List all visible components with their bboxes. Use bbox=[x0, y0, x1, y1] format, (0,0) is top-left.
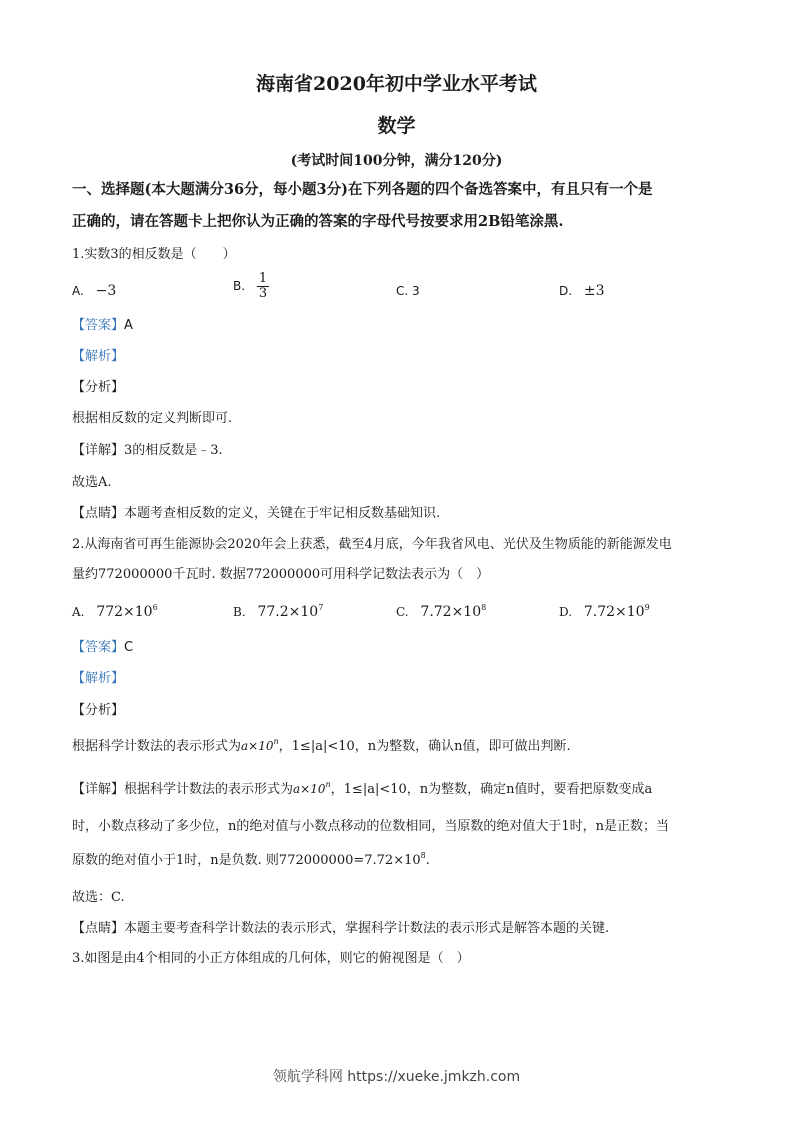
section-instructions-line2: 正确的，请在答题卡上把你认为正确的答案的字母代号按要求用2B铅笔涂黑. bbox=[72, 213, 564, 230]
q2-option-d bbox=[559, 603, 650, 621]
q1-option-b-denominator: 3 bbox=[258, 286, 268, 301]
q2-option-a bbox=[72, 603, 158, 621]
q2-detail3-rest: . bbox=[425, 853, 430, 868]
q2-comment: 【点睛】本题主要考查科学计数法的表示形式，掌握科学计数法的表示形式是解答本题的关键. bbox=[72, 921, 610, 936]
q1-option-b-numerator: 1 bbox=[258, 271, 268, 286]
q2-option-a-label: A. bbox=[72, 605, 85, 619]
q2-stem-line1: 2.从海南省可再生能源协会2020年会上获悉，截至4月底，今年我省风电、光伏及生物质能的新能源发电 bbox=[72, 537, 672, 552]
q2-detail1-math: a×10 bbox=[293, 782, 326, 796]
section-instructions-line1: 一、选择题(本大题满分36分，每小题3分)在下列各题的四个备选答案中，有且只有一个是 bbox=[72, 181, 653, 198]
q2-detail1-exponent: n bbox=[325, 780, 331, 789]
footer-watermark: 领航学科网 https://xueke.jmkzh.com bbox=[272, 1069, 521, 1085]
q1-option-a bbox=[72, 282, 116, 300]
q2-detail3-pre: 原数的绝对值小于1时，n是负数. 则 bbox=[72, 853, 279, 868]
q2-fenxi-text bbox=[72, 737, 571, 756]
q2-option-c bbox=[396, 603, 486, 621]
q1-detail: 【详解】3的相反数是﹣3. bbox=[72, 443, 223, 458]
q1-choose: 故选A. bbox=[72, 475, 112, 490]
q2-answer bbox=[72, 639, 133, 657]
q2-option-a-exponent: 6 bbox=[152, 603, 158, 612]
q1-option-b-fraction bbox=[257, 272, 269, 301]
q1-answer-tag: 【答案】 bbox=[72, 318, 125, 333]
q1-answer-value: A bbox=[124, 318, 133, 333]
q2-answer-tag: 【答案】 bbox=[72, 640, 125, 655]
q2-option-b-exponent: 7 bbox=[318, 603, 324, 612]
q1-answer bbox=[72, 317, 133, 335]
exam-title: 海南省2020年初中学业水平考试 bbox=[256, 73, 537, 95]
q1-option-c: C. 3 bbox=[396, 284, 420, 298]
q3-stem: 3.如图是由4个相同的小正方体组成的几何体，则它的俯视图是（ ） bbox=[72, 951, 470, 966]
q2-stem-line2: 量约772000000千瓦时. 数据772000000可用科学记数法表示为（ ） bbox=[72, 567, 490, 582]
q1-option-b bbox=[233, 272, 269, 301]
q2-fenxi-pre: 根据科学计数法的表示形式为 bbox=[72, 739, 242, 754]
exam-info: (考试时间100分钟，满分120分) bbox=[290, 153, 503, 169]
q2-fenxi-exponent: n bbox=[273, 737, 279, 746]
q2-detail1-pre: 【详解】根据科学计数法的表示形式为 bbox=[72, 782, 294, 797]
q1-comment: 【点睛】本题考查相反数的定义，关键在于牢记相反数基础知识. bbox=[72, 506, 441, 521]
q2-option-b-label: B. bbox=[233, 605, 246, 619]
q2-detail3-math: 772000000=7.72×10 bbox=[278, 853, 421, 868]
q1-stem: 1.实数3的相反数是（ ） bbox=[72, 247, 236, 262]
q1-fenxi-tag: 【分析】 bbox=[72, 380, 125, 395]
q2-option-d-label: D. bbox=[559, 605, 573, 619]
q2-detail3-exponent: 8 bbox=[420, 851, 426, 860]
q2-jiexi-tag: 【解析】 bbox=[72, 671, 125, 686]
q1-fenxi-text: 根据相反数的定义判断即可. bbox=[72, 411, 233, 426]
q2-detail-line3 bbox=[72, 852, 430, 870]
subject-title: 数学 bbox=[377, 115, 416, 137]
q1-jiexi-tag: 【解析】 bbox=[72, 349, 125, 364]
q2-option-b-base: 77.2×10 bbox=[257, 604, 319, 620]
q2-answer-value: C bbox=[124, 640, 134, 655]
q2-detail-line1 bbox=[72, 780, 652, 799]
q1-option-d-label: D. bbox=[559, 284, 573, 298]
q1-option-a-value: −3 bbox=[95, 283, 117, 299]
q2-option-c-label: C. bbox=[396, 605, 409, 619]
q2-option-d-base: 7.72×10 bbox=[583, 604, 645, 620]
q2-fenxi-rest: ，1≤|a|<10，n为整数，确认n值，即可做出判断. bbox=[278, 739, 571, 754]
q1-option-d bbox=[559, 282, 605, 300]
q1-option-d-value: ±3 bbox=[583, 283, 605, 299]
q2-option-d-exponent: 9 bbox=[644, 603, 650, 612]
q2-detail-line2: 时，小数点移动了多少位，n的绝对值与小数点移动的位数相同，当原数的绝对值大于1时，n是正数；当 bbox=[72, 819, 670, 834]
q2-detail1-rest: ，1≤|a|<10，n为整数，确定n值时，要看把原数变成a bbox=[330, 782, 653, 797]
q2-option-c-base: 7.72×10 bbox=[420, 604, 482, 620]
q2-fenxi-math: a×10 bbox=[241, 739, 274, 753]
q2-option-a-base: 772×10 bbox=[96, 604, 153, 620]
q1-option-a-label: A. bbox=[72, 284, 84, 298]
q1-option-b-label: B. bbox=[233, 279, 246, 293]
q2-fenxi-tag: 【分析】 bbox=[72, 703, 125, 718]
q2-choose: 故选：C. bbox=[72, 890, 125, 905]
q2-option-c-exponent: 8 bbox=[481, 603, 487, 612]
q2-option-b bbox=[233, 603, 323, 621]
